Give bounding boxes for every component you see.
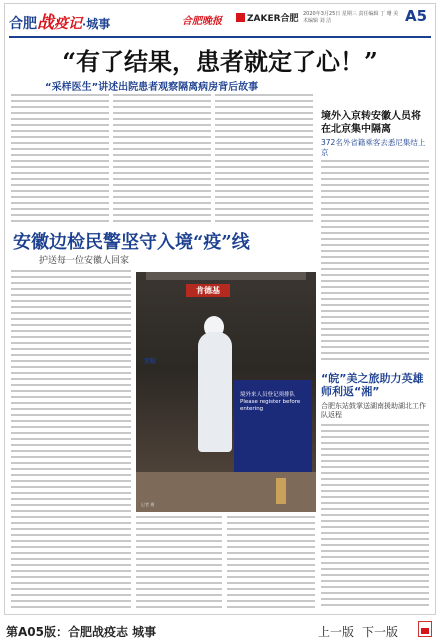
masthead — [5, 4, 435, 40]
page-navigation-bar — [0, 617, 439, 643]
photo-ceiling — [146, 272, 306, 280]
zaker-icon — [236, 13, 245, 22]
photo-security-label: 安检 — [144, 358, 157, 365]
side-story-1-title[interactable]: 境外入京转安徽人员将在北京集中隔离 — [321, 111, 421, 135]
photo-stand — [276, 478, 286, 504]
photo-caption: 记者 摄 — [141, 502, 155, 507]
article-2-col-2[interactable] — [136, 516, 222, 610]
article-1-col-2[interactable] — [113, 94, 211, 222]
side-story-2-subtitle[interactable]: 合肥东站鼓掌送湖南援助湖北工作队返程 — [321, 402, 426, 419]
section-glyph-ji: 记 — [68, 16, 82, 32]
headline-2[interactable]: 安徽边检民警坚守入境“疫”线 — [13, 232, 250, 253]
page-number: A5 — [405, 7, 428, 25]
headline-2-subtitle[interactable]: 护送每一位安徽人回家 — [39, 256, 130, 266]
side-story-2-body[interactable] — [321, 424, 429, 610]
photo-kfc-sign: 肯德基 — [186, 284, 230, 297]
section-glyph-yi: 疫 — [54, 16, 68, 32]
next-page-link[interactable]: 下一版 — [362, 625, 399, 639]
side-story-1-subtitle[interactable]: 372名外省籍乘客去悉尼集结上京 — [321, 138, 426, 157]
date-line: 2020年3月25日 星期三 责任编辑 丁 珊 美术编辑 刘 洁 — [303, 11, 399, 24]
article-1-col-1[interactable] — [11, 94, 109, 222]
section-title: 合肥战疫记·城事 — [9, 13, 111, 33]
prev-page-link[interactable]: 上一版 — [318, 625, 355, 639]
article-1-col-3[interactable] — [215, 94, 313, 222]
photo-officer-suit — [198, 332, 232, 452]
photo-banner-text: 境外来人员登记须排队 Please register before entering — [240, 392, 301, 412]
section-name: 城事 — [86, 17, 111, 31]
page-label: 第A05版：合肥战疫志 城事 — [6, 625, 157, 639]
page-nav-links — [318, 623, 406, 640]
side-story-1-body[interactable] — [321, 160, 429, 364]
paper-logo: 合肥晚报 — [182, 16, 222, 27]
zaker-logo — [236, 11, 299, 24]
masthead-divider — [9, 36, 431, 38]
article-2-col-3[interactable] — [227, 516, 315, 610]
headline-1[interactable]: “有了结果，患者就定了心！” — [62, 47, 378, 76]
city-name: 合肥 — [9, 16, 37, 32]
article-2-col-1[interactable] — [11, 270, 131, 610]
newspaper-page — [4, 3, 436, 615]
pdf-download-icon[interactable] — [418, 621, 432, 637]
photo-floor — [136, 472, 316, 512]
section-glyph-zhan: 战 — [37, 13, 54, 33]
headline-1-subtitle[interactable]: “采样医生”讲述出院患者观察隔离病房背后故事 — [45, 82, 259, 93]
zaker-label: ZAKER合肥 — [247, 14, 299, 24]
side-story-2-title[interactable]: “皖”美之旅助力英雄师利返“湘” — [321, 372, 424, 398]
news-photo[interactable] — [136, 272, 316, 512]
